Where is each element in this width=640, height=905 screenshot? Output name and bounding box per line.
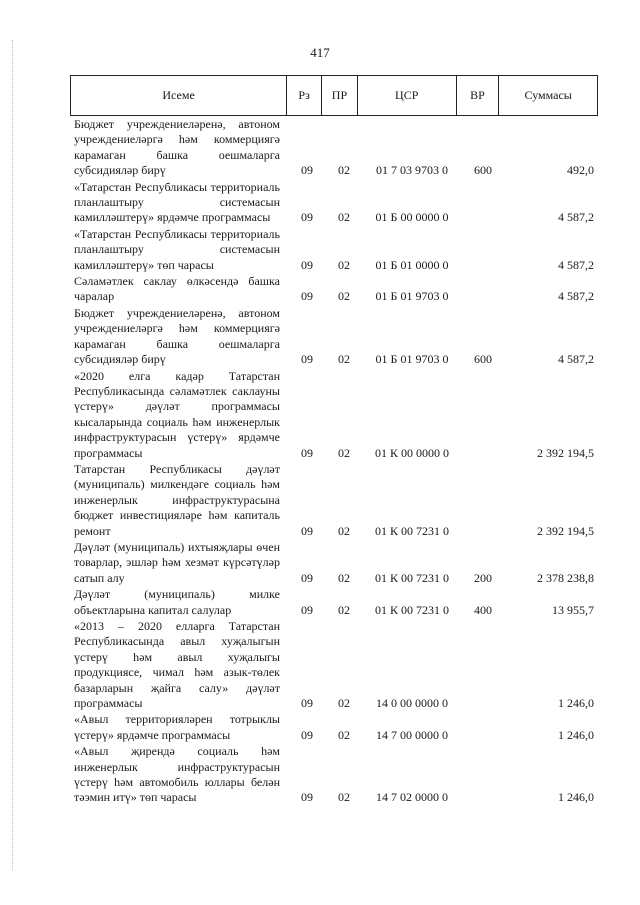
row-sum: 2 392 194,5 — [537, 445, 594, 460]
row-csr: 14 0 00 0000 0 — [376, 696, 448, 711]
scan-edge-marks — [12, 40, 15, 870]
row-sum: 2 392 194,5 — [537, 523, 594, 538]
row-sum: 4 587,2 — [558, 289, 594, 304]
row-rz: 09 — [301, 257, 313, 272]
row-pr: 02 — [338, 445, 350, 460]
row-vr: 600 — [474, 352, 492, 367]
row-csr: 01 К 00 7231 0 — [374, 602, 449, 617]
page-number: 417 — [310, 45, 330, 60]
row-csr: 01 7 03 9703 0 — [376, 163, 448, 178]
row-rz: 09 — [301, 602, 313, 617]
table-row — [74, 540, 594, 586]
header-rz: Рз — [287, 76, 322, 115]
row-pr: 02 — [338, 602, 350, 617]
row-sum: 2 378 238,8 — [537, 570, 594, 585]
row-csr: 14 7 02 0000 0 — [376, 790, 448, 805]
row-csr: 01 Б 00 0000 0 — [375, 210, 449, 225]
row-pr: 02 — [338, 163, 350, 178]
table-row — [74, 369, 594, 461]
row-rz: 09 — [301, 696, 313, 711]
header-csr: ЦСР — [358, 76, 457, 115]
row-rz: 09 — [301, 445, 313, 460]
row-name: Дәүләт (муниципаль) ихтыяҗлары өчен товарлар, эшләр һәм хезмәт күрсәтүләр сатып алу — [74, 539, 280, 585]
row-csr: 01 Б 01 9703 0 — [375, 352, 449, 367]
table-row — [74, 306, 594, 368]
table-header — [70, 75, 598, 116]
row-vr: 400 — [474, 602, 492, 617]
table-row — [74, 712, 594, 743]
row-pr: 02 — [338, 696, 350, 711]
header-vr: ВР — [457, 76, 500, 115]
table-row — [74, 587, 594, 618]
table-row — [74, 227, 594, 273]
row-vr: 200 — [474, 570, 492, 585]
row-rz: 09 — [301, 523, 313, 538]
row-name: Сәламәтлек саклау өлкәсендә башка чаралар — [74, 274, 280, 304]
row-pr: 02 — [338, 727, 350, 742]
row-sum: 1 246,0 — [558, 696, 594, 711]
row-sum: 13 955,7 — [552, 602, 594, 617]
row-sum: 1 246,0 — [558, 727, 594, 742]
row-rz: 09 — [301, 727, 313, 742]
row-name: Татарстан Республикасы дәүләт (муниципаль) милкендәге социаль һәм инженерлык инфраструктурасына бюджет инвестицияләре һәм капиталь ремонт — [74, 461, 280, 538]
row-csr: 01 Б 01 9703 0 — [375, 289, 449, 304]
row-pr: 02 — [338, 289, 350, 304]
row-name: «Авыл территорияләрен тотрыклы үстерү» ярдәмче программасы — [74, 712, 280, 742]
header-sum: Суммасы — [524, 88, 572, 102]
row-vr: 600 — [474, 163, 492, 178]
table-row — [74, 619, 594, 711]
row-name: «Авыл җирендә социаль һәм инженерлык инфраструктурасын үстерү һәм автомобиль юллары белән тәэмин итү» төп чарасы — [74, 744, 280, 805]
table-body — [74, 117, 594, 807]
row-pr: 02 — [338, 570, 350, 585]
row-sum: 1 246,0 — [558, 790, 594, 805]
row-csr: 01 К 00 7231 0 — [374, 570, 449, 585]
row-csr: 14 7 00 0000 0 — [376, 727, 448, 742]
row-name: «Татарстан Республикасы территориаль планлаштыру системасын камилләштерү» төп чарасы — [74, 226, 280, 272]
row-sum: 4 587,2 — [558, 257, 594, 272]
row-name: «2013 – 2020 елларга Татарстан Республикасында авыл хуҗалыгын үстерү һәм авыл хуҗалыгы продукциясе, чимал һәм азык-төлек базарларын җайга салу» дәүләт программасы — [74, 619, 280, 711]
row-pr: 02 — [338, 523, 350, 538]
row-pr: 02 — [338, 352, 350, 367]
row-rz: 09 — [301, 163, 313, 178]
row-rz: 09 — [301, 570, 313, 585]
header-pr: ПР — [322, 76, 358, 115]
row-pr: 02 — [338, 210, 350, 225]
table-row — [74, 462, 594, 539]
row-name: «2020 елга кадәр Татарстан Республикасында сәламәтлек саклауны үстерү» дәүләт программасы кысаларында социаль һәм инженерлык инфраструктурасын үстерү» ярдәмче программасы — [74, 368, 280, 460]
row-sum: 492,0 — [567, 163, 594, 178]
row-rz: 09 — [301, 210, 313, 225]
row-csr: 01 Б 01 0000 0 — [375, 257, 449, 272]
table-row — [74, 117, 594, 179]
row-sum: 4 587,2 — [558, 210, 594, 225]
row-name: Бюджет учреждениеләренә, автоном учреждениеләргә һәм коммерциягә карамаган башка оешмаларга субсидияләр бирү — [74, 305, 280, 367]
table-row — [74, 180, 594, 226]
row-rz: 09 — [301, 352, 313, 367]
row-name: Бюджет учреждениеләренә, автоном учреждениеләргә һәм коммерциягә карамаган башка оешмаларга субсидияләр бирү — [74, 117, 280, 178]
row-rz: 09 — [301, 289, 313, 304]
table-row — [74, 744, 594, 806]
row-csr: 01 К 00 7231 0 — [374, 523, 449, 538]
row-name: Дәүләт (муниципаль) милке объектларына капитал салулар — [74, 587, 280, 617]
row-sum: 4 587,2 — [558, 352, 594, 367]
row-csr: 01 К 00 0000 0 — [374, 445, 449, 460]
row-pr: 02 — [338, 257, 350, 272]
row-name: «Татарстан Республикасы территориаль планлаштыру системасын камилләштерү» ярдәмче программасы — [74, 179, 280, 225]
header-name: Исеме — [71, 76, 287, 115]
table-row — [74, 274, 594, 305]
row-pr: 02 — [338, 790, 350, 805]
row-rz: 09 — [301, 790, 313, 805]
